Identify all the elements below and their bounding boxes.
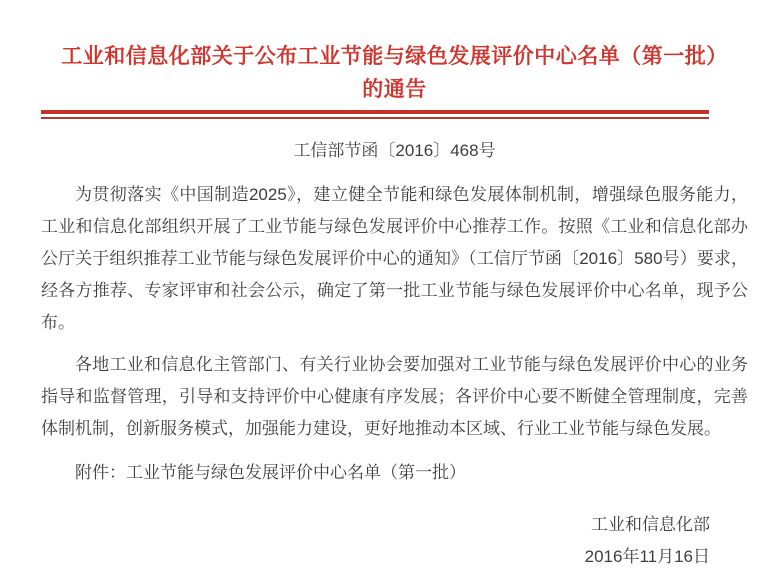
page-title-line-1: 工业和信息化部关于公布工业节能与绿色发展评价中心名单（第一批） <box>61 45 728 68</box>
body-paragraph-2: 各地工业和信息化主管部门、有关行业协会要加强对工业节能与绿色发展评价中心的业务指导和监督管理，引导和支持评价中心健康有序发展；各评价中心要不断健全管理制度，完善体制机制，创新服务模式，加强能力建设，更好地推动本区域、行业工业节能与绿色发展。 <box>41 355 748 438</box>
body-paragraph-1: 为贯彻落实《中国制造2025》，建立健全节能和绿色发展体制机制，增强绿色服务能力，工业和信息化部组织开展了工业节能与绿色发展评价中心推荐工作。按照《工业和信息化部办公厅关于组织推荐工业节能与绿色发展评价中心的通知》（工信厅节函〔2016〕580号）要求，经各方推荐、专家评审和社会公示，确定了第一批工业节能与绿色发展评价中心名单，现予公布。 <box>41 185 748 332</box>
page-title <box>41 40 748 106</box>
issue-date: 2016年11月16日 <box>584 547 710 566</box>
attachment-line: 附件：工业节能与绿色发展评价中心名单（第一批） <box>75 463 466 482</box>
issuer-name: 工业和信息化部 <box>591 515 710 534</box>
divider-thick-line <box>41 110 709 114</box>
page-title-line-2: 的通告 <box>362 78 427 101</box>
title-divider <box>41 110 709 119</box>
divider-thin-line <box>41 117 709 119</box>
signature-block <box>41 509 748 573</box>
document-number: 工信部节函〔2016〕468号 <box>293 141 496 160</box>
